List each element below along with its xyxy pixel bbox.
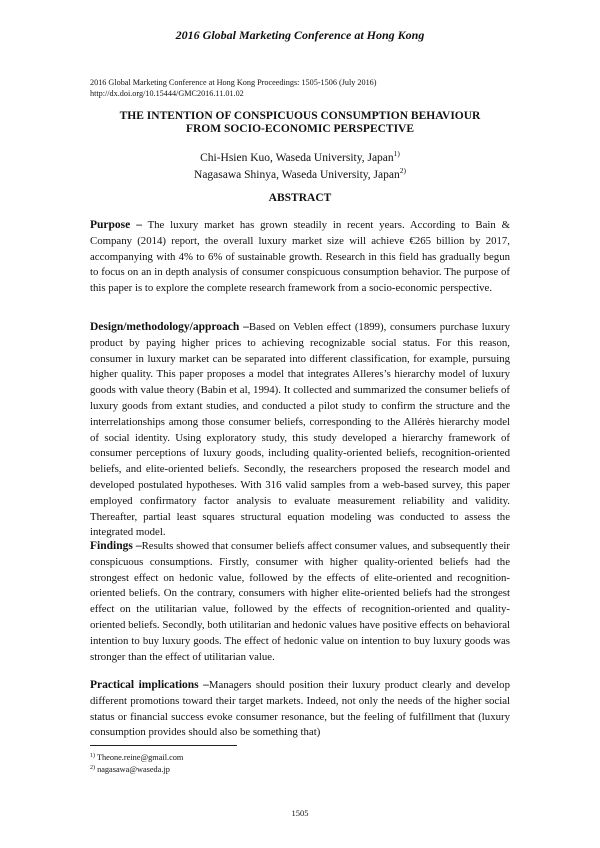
section-label: Findings – — [90, 540, 142, 552]
footnotes — [90, 752, 510, 776]
author-affiliation: Chi-Hsien Kuo, Waseda University, Japan — [200, 152, 394, 164]
footnote-item — [90, 764, 510, 776]
design-methodology-paragraph — [90, 320, 510, 541]
section-label: Practical implications – — [90, 679, 209, 691]
conference-header: 2016 Global Marketing Conference at Hong Kong — [175, 28, 425, 42]
doi-link[interactable]: http://dx.doi.org/10.15444/GMC2016.11.01.02 — [90, 89, 244, 98]
paper-title-line: FROM SOCIO-ECONOMIC PERSPECTIVE — [185, 123, 415, 135]
page-number: 1505 — [291, 808, 309, 818]
author-line — [60, 167, 540, 184]
proceedings-citation: 2016 Global Marketing Conference at Hong Kong Proceedings: 1505-1506 (July 2016) — [90, 78, 377, 87]
footnote-email[interactable]: Theone.reine@gmail.com — [95, 753, 184, 762]
footnote-divider — [90, 745, 237, 746]
footnote-marker: 2) — [399, 166, 406, 175]
section-label: Design/methodology/approach – — [90, 321, 249, 333]
footnote-item — [90, 752, 510, 764]
practical-implications-paragraph — [90, 678, 510, 741]
author-list — [60, 150, 540, 184]
section-body: The luxury market has grown steadily in recent years. According to Bain & Company (2014) report, the overall luxury market size will achieve €265 billion by 2017, accompanying with 4% to 6% of sustainable growth. Research in this field has gradually begun to focus on an in depth analysis of consumer conspicuous consumption behavior. The purpose of this paper is to explore the complete research framework from a socio-economic perspective. — [90, 219, 510, 295]
footnote-marker: 1) — [90, 753, 95, 759]
footnote-marker: 1) — [393, 149, 400, 158]
footnote-marker: 2) — [90, 765, 95, 771]
abstract-heading: ABSTRACT — [268, 192, 332, 204]
findings-paragraph — [90, 539, 510, 665]
section-body: Results showed that consumer beliefs affect consumer values, and subsequently their conspicuous consumptions. Firstly, consumer with higher quality-oriented beliefs had the strongest effect on hedonic value, followed by the effects of elite-oriented and recognition-oriented beliefs. On the contrary, consumers with higher elite-oriented beliefs had the strongest effect on the utilitarian value, followed by the effects of recognition-oriented and quality-oriented beliefs. Secondly, both utilitarian and hedonic values have positive effects on behavioral intention to buy luxury goods. The effect of hedonic value on intention to buy luxury goods was stronger than the effect of utilitarian value. — [90, 540, 510, 663]
author-affiliation: Nagasawa Shinya, Waseda University, Japan — [194, 169, 400, 181]
footnote-email[interactable]: nagasawa@waseda.jp — [95, 765, 170, 774]
author-line — [60, 150, 540, 167]
section-label: Purpose – — [90, 219, 142, 231]
section-body: Based on Veblen effect (1899), consumers purchase luxury product by paying higher prices to achieving recognizable social status. For this reason, consumer in luxury market can be separated into different classification, for example, pursuing higher quality. This paper proposes a model that integrates Alleres’s hierarchy model of luxury goods with value theory (Babin et al, 1994). It collected and summarized the consumer beliefs of luxury goods from extant studies, and conducted a pilot study to confirm the structure and the interrelationships among those consumer beliefs, corresponding to the Allérès hierarchy model of social identity. Using exploratory study, this study developed a hierarchy framework of consumer perceptions of luxury goods, including quality-oriented beliefs, recognition-oriented beliefs, and elite-oriented beliefs. Secondly, the researchers proposed the research model and developed postulated hypotheses. With 316 valid samples from a web-based survey, this paper employed confirmatory factor analysis to evaluate measurement reliability and validity. Thereafter, partial least squares structural equation modeling was conducted to assess the integrated model. — [90, 321, 510, 539]
proceedings-info — [90, 77, 510, 99]
paper-title-line: THE INTENTION OF CONSPICUOUS CONSUMPTION BEHAVIOUR — [119, 110, 481, 122]
purpose-paragraph — [90, 218, 510, 297]
section-body: Managers should position their luxury product clearly and develop different promotions toward their target markets. Indeed, not only the needs of the higher social status or financial success evoke consumer resonance, but the feeling of fulfillment that (luxury consumption provides should also be something that) — [90, 679, 510, 739]
paper-title — [60, 110, 540, 136]
